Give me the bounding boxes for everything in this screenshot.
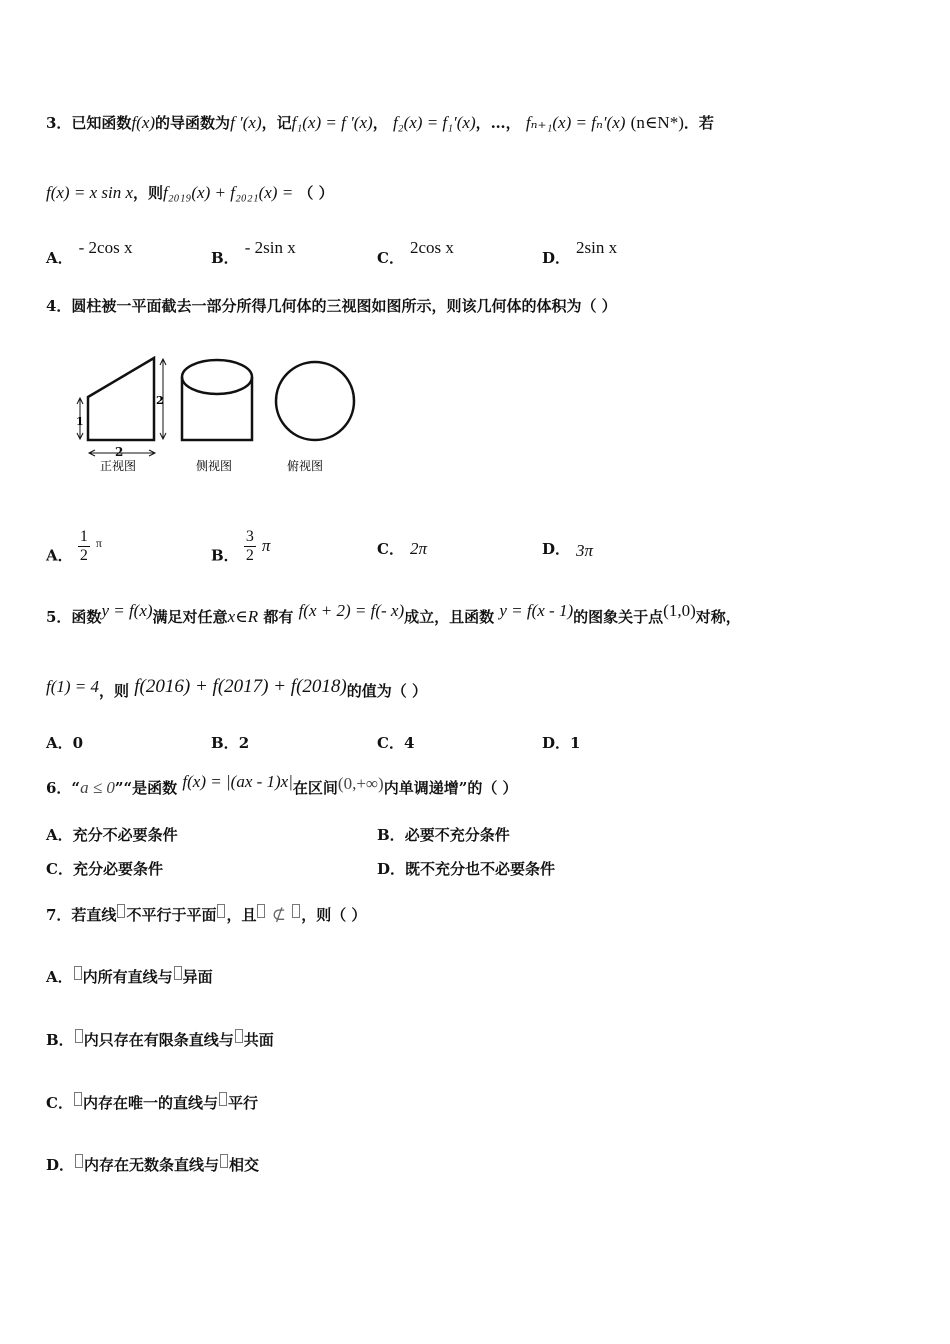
q6-text: 在区间 xyxy=(292,779,338,797)
missing-glyph-box xyxy=(292,904,300,918)
q6-option-b xyxy=(377,824,510,845)
denominator: 2 xyxy=(245,547,254,564)
q3-text: ，记 xyxy=(261,114,292,132)
option-label: D． xyxy=(542,249,571,267)
q3-f1: f₁(x) = f ′(x) xyxy=(291,113,373,132)
q5-text: 都有 xyxy=(263,608,294,626)
option-label: A． xyxy=(46,968,73,986)
q7-option-b xyxy=(46,1029,274,1050)
q5-equation: f(x + 2) = f(- x) xyxy=(298,601,405,620)
q3-text: 的导函数为 xyxy=(155,114,231,132)
q3-fprime: f ′(x) xyxy=(230,113,262,132)
pi-symbol: π xyxy=(261,535,271,555)
missing-glyph-box xyxy=(257,904,265,918)
option-text: 共面 xyxy=(243,1031,274,1049)
top-view-label: 俯视图 xyxy=(287,459,324,473)
q5-option-a xyxy=(46,732,83,753)
missing-glyph-box xyxy=(220,1154,228,1168)
q5-text: ，则 xyxy=(99,682,130,700)
q7-option-d xyxy=(46,1154,259,1175)
option-value: 2cos x xyxy=(409,238,454,257)
q5-line1 xyxy=(46,601,741,627)
option-value: 2sin x xyxy=(576,238,618,257)
q6-interval: (0,+∞) xyxy=(337,774,384,793)
q5-option-b xyxy=(211,732,249,753)
option-label: B． xyxy=(46,1031,74,1049)
option-label: B． xyxy=(211,546,239,565)
option-text: 内只存在有限条直线与 xyxy=(83,1031,234,1049)
q5-number: 5．函数 xyxy=(46,608,102,626)
q6-option-c xyxy=(46,858,163,879)
option-text: 相交 xyxy=(229,1156,260,1174)
q4-option-b xyxy=(211,528,271,575)
option-label: A． xyxy=(46,734,73,752)
missing-glyph-box xyxy=(174,966,182,980)
q6-text: 内单调递增”的（ ） xyxy=(383,779,518,797)
q3-fx: f(x) xyxy=(131,113,156,132)
q4-three-view-figure xyxy=(70,350,370,480)
not-subset-symbol: ⊄ xyxy=(271,905,286,924)
q3-option-c xyxy=(377,238,454,268)
option-value: 4 xyxy=(403,734,415,752)
q6-number: 6．“ xyxy=(46,779,81,797)
front-view-label: 正视图 xyxy=(100,459,137,473)
q3-definition: f(x) = x sin x xyxy=(46,183,133,202)
q3-option-a xyxy=(46,238,133,268)
missing-glyph-box xyxy=(219,1092,227,1106)
q6-text: ”“是函数 xyxy=(114,779,178,797)
q3-condition: (n∈N*) xyxy=(630,113,684,132)
fraction xyxy=(78,528,90,565)
missing-glyph-box xyxy=(75,1154,83,1168)
q7-option-c xyxy=(46,1092,258,1113)
q5-line2 xyxy=(46,676,427,702)
option-value: 2π xyxy=(409,539,427,558)
q3-number: 3．已知函数 xyxy=(46,114,132,132)
option-label: A． xyxy=(46,546,73,565)
q6-function: f(x) = |(ax - 1)x| xyxy=(182,772,293,791)
missing-glyph-box xyxy=(74,966,82,980)
q5-text: 对称， xyxy=(695,608,741,626)
option-text: 内存在无数条直线与 xyxy=(84,1156,220,1174)
option-value: 0 xyxy=(72,734,84,752)
q5-given-value: f(1) = 4 xyxy=(46,677,100,696)
front-view-shape xyxy=(88,358,154,440)
q5-sum-expression: f(2016) + f(2017) + f(2018) xyxy=(134,676,347,697)
option-label: D． xyxy=(542,540,571,558)
option-value: 充分不必要条件 xyxy=(72,826,178,844)
option-label: C． xyxy=(377,540,404,558)
q5-point: (1,0) xyxy=(663,601,696,620)
q5-shifted-function: y = f(x - 1) xyxy=(499,601,574,620)
dim-label-width: 2 xyxy=(115,445,124,459)
missing-glyph-box xyxy=(74,1092,82,1106)
q7-stem xyxy=(46,904,366,925)
numerator: 1 xyxy=(79,528,88,545)
option-value: 2 xyxy=(238,734,250,752)
option-label: B． xyxy=(377,826,405,844)
option-value: 既不充分也不必要条件 xyxy=(405,860,556,878)
q6-condition: a ≤ 0 xyxy=(80,778,115,797)
q5-text: 的值为（ ） xyxy=(346,682,427,700)
option-value: 充分必要条件 xyxy=(72,860,163,878)
q3-answer-blank: （ ） xyxy=(298,184,334,202)
dim-label-1: 1 xyxy=(76,415,84,428)
q5-text: 的图象关于点 xyxy=(573,608,664,626)
option-label: C． xyxy=(377,734,404,752)
option-value: - 2sin x xyxy=(244,238,296,257)
missing-glyph-box xyxy=(75,1029,83,1043)
option-label: C． xyxy=(377,249,404,267)
option-text: 异面 xyxy=(182,968,213,986)
q4-stem: 4．圆柱被一平面截去一部分所得几何体的三视图如图所示，则该几何体的体积为（ ） xyxy=(46,297,617,315)
q4-option-a xyxy=(46,528,102,575)
option-value: 1 xyxy=(570,734,581,752)
q5-option-d xyxy=(542,732,580,753)
q6-stem xyxy=(46,772,518,798)
option-label: A． xyxy=(46,826,73,844)
q3-text: ， xyxy=(372,114,388,132)
q3-line1 xyxy=(46,112,714,133)
denominator: 2 xyxy=(79,547,88,564)
numerator: 3 xyxy=(245,528,254,545)
q3-option-d xyxy=(542,238,618,268)
q5-domain: x∈R xyxy=(227,607,259,626)
option-label: A． xyxy=(46,249,73,267)
q6-option-a xyxy=(46,824,178,845)
option-label: C． xyxy=(46,1094,73,1112)
side-view-label: 侧视图 xyxy=(196,459,233,473)
q7-number: 7．若直线 xyxy=(46,906,117,924)
option-text: 平行 xyxy=(227,1094,258,1112)
q5-function: y = f(x) xyxy=(101,601,153,620)
missing-glyph-box xyxy=(217,904,225,918)
option-value: - 2cos x xyxy=(78,238,133,257)
missing-glyph-box xyxy=(235,1029,243,1043)
option-label: B． xyxy=(211,249,239,267)
q4-option-d xyxy=(542,538,593,559)
option-label: D． xyxy=(377,860,406,878)
option-text: 内存在唯一的直线与 xyxy=(82,1094,218,1112)
option-value: 必要不充分条件 xyxy=(404,826,510,844)
q3-text: ．若 xyxy=(683,114,714,132)
option-label: D． xyxy=(46,1156,75,1174)
side-view-top-ellipse xyxy=(182,360,252,394)
top-view-circle xyxy=(276,362,354,440)
option-label: B． xyxy=(211,734,239,752)
q3-f2: f₂(x) = f₁′(x) xyxy=(392,113,476,132)
q5-option-c xyxy=(377,732,414,753)
option-text: 内所有直线与 xyxy=(82,968,173,986)
dim-label-2: 2 xyxy=(156,394,164,407)
q3-expression: f₂₀₁₉(x) + f₂₀₂₁(x) = xyxy=(163,183,294,202)
q7-text: ，且 xyxy=(226,906,257,924)
option-value: 3π xyxy=(576,541,594,560)
q3-fn: fₙ₊₁(x) = fₙ′(x) xyxy=(525,113,626,132)
q7-text: ，则（ ） xyxy=(301,906,367,924)
q6-option-d xyxy=(377,858,555,879)
side-view-body xyxy=(182,377,252,440)
q3-line2 xyxy=(46,182,334,203)
q3-text: ，…， xyxy=(475,114,521,132)
q3-text: ，则 xyxy=(133,184,164,202)
pi-symbol: π xyxy=(95,535,102,550)
q3-option-b xyxy=(211,238,296,268)
q7-option-a xyxy=(46,966,213,987)
missing-glyph-box xyxy=(117,904,125,918)
fraction xyxy=(244,528,256,565)
q7-text: 不平行于平面 xyxy=(126,906,217,924)
q5-text: 成立，且函数 xyxy=(404,608,495,626)
option-label: D． xyxy=(542,734,571,752)
q4-option-c xyxy=(377,538,427,559)
option-label: C． xyxy=(46,860,73,878)
q5-text: 满足对任意 xyxy=(152,608,228,626)
